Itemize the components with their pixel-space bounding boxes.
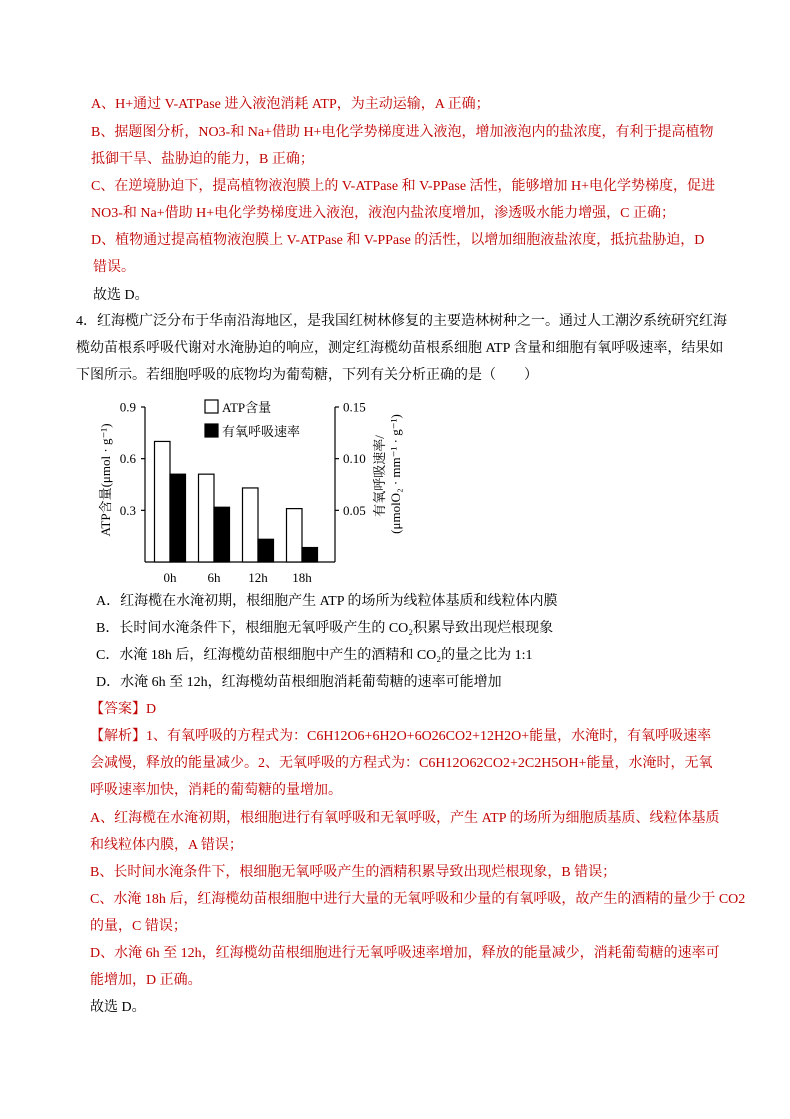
- analysis-line: B、长时间水淹条件下，根细胞无氧呼吸产生的酒精积累导致出现烂根现象，B 错误；: [90, 865, 617, 880]
- analysis-line: 的量，C 错误；: [90, 919, 187, 934]
- bar-atp-6h: [199, 474, 215, 562]
- legend-swatch-atp: [205, 400, 218, 413]
- atp-respiration-bar-chart: [88, 396, 408, 592]
- analysis-line: D、水淹 6h 至 12h，红海榄幼苗根细胞进行无氧呼吸速率增加，释放的能量减少，消耗葡萄糖的速率可: [90, 946, 720, 961]
- left-tick-label: 0.3: [119, 502, 136, 518]
- prev-analysis-line: C、在逆境胁迫下，提高植物液泡膜上的 V-ATPase 和 V-PPase 活性，能够增加 H+电化学势梯度，促进: [91, 179, 716, 194]
- analysis-line: 呼吸速率加快，消耗的葡萄糖的量增加。: [90, 783, 342, 798]
- legend-label-atp: ATP含量: [222, 400, 272, 415]
- x-tick-label: 6h: [207, 570, 221, 585]
- analysis-line: 【解析】1、有氧呼吸的方程式为：C6H12O6+6H2O+6O26CO2+12H2O+能量，水淹时，有氧呼吸速率: [90, 729, 712, 744]
- question-stem-line: 榄幼苗根系呼吸代谢对水淹胁迫的响应，测定红海榄幼苗根系细胞 ATP 含量和细胞有氧呼吸速率，结果如: [76, 341, 724, 356]
- legend-label-respiration: 有氧呼吸速率: [222, 424, 301, 439]
- question-stem-line: 下图所示。若细胞呼吸的底物均为葡萄糖，下列有关分析正确的是（ ）: [76, 368, 538, 383]
- prev-analysis-line: D、植物通过提高植物液泡膜上 V-ATPase 和 V-PPase 的活性，以增加细胞液盐浓度，抵抗盐胁迫，D: [91, 233, 705, 248]
- prev-analysis-line: NO3-和 Na+借助 H+电化学势梯度进入液泡，液泡内盐浓度增加，渗透吸水能力增强，C 正确；: [91, 206, 675, 221]
- bar-atp-18h: [287, 509, 303, 562]
- question-stem-line: 4．红海榄广泛分布于华南沿海地区，是我国红树林修复的主要造林树种之一。通过人工潮汐系统研究红海: [76, 314, 727, 329]
- right-axis-title-line1: 有氧呼吸速率/: [372, 435, 387, 517]
- analysis-line: 能增加，D 正确。: [90, 973, 202, 988]
- bar-respiration-12h: [258, 539, 274, 562]
- right-tick-label: 0.15: [343, 399, 366, 415]
- analysis-line: A、红海榄在水淹初期，根细胞进行有氧呼吸和无氧呼吸，产生 ATP 的场所为细胞质基质、线粒体基质: [90, 811, 720, 826]
- analysis-line: C、水淹 18h 后，红海榄幼苗根细胞中进行大量的无氧呼吸和少量的有氧呼吸，故产生的酒精的量少于 CO2: [90, 892, 746, 907]
- analysis-conclusion-line: 故选 D。: [90, 1000, 146, 1015]
- x-tick-label: 12h: [248, 570, 268, 585]
- left-tick-label: 0.9: [119, 399, 136, 415]
- option-c: C．水淹 18h 后，红海榄幼苗根细胞中产生的酒精和 CO₂的量之比为 1:1: [96, 648, 533, 663]
- analysis-line: 和线粒体内膜，A 错误；: [90, 838, 243, 853]
- option-a: A．红海榄在水淹初期，根细胞产生 ATP 的场所为线粒体基质和线粒体内膜: [96, 594, 558, 609]
- x-tick-label: 0h: [163, 570, 177, 585]
- option-d: D．水淹 6h 至 12h，红海榄幼苗根细胞消耗葡萄糖的速率可能增加: [96, 675, 502, 690]
- bar-respiration-6h: [214, 507, 230, 562]
- option-b: B．长时间水淹条件下，根细胞无氧呼吸产生的 CO₂积累导致出现烂根现象: [96, 621, 554, 636]
- right-tick-label: 0.05: [343, 502, 366, 518]
- prev-analysis-line: A、H+通过 V-ATPase 进入液泡消耗 ATP，为主动运输，A 正确；: [91, 97, 490, 112]
- answer-label: 【答案】D: [90, 702, 157, 717]
- prev-analysis-line: B、据题图分析，NO3-和 Na+借助 H+电化学势梯度进入液泡，增加液泡内的盐浓度，有利于提高植物: [91, 125, 714, 140]
- prev-analysis-line: 抵御干旱、盐胁迫的能力，B 正确；: [91, 152, 314, 167]
- left-tick-label: 0.6: [119, 451, 136, 467]
- analysis-line: 会减慢，释放的能量减少。2、无氧呼吸的方程式为：C6H12O62CO2+2C2H5OH+能量，水淹时，无氧: [90, 756, 713, 771]
- bar-atp-12h: [243, 488, 259, 562]
- right-axis-title-line2: (μmolO₂ · mm⁻¹ · g⁻¹): [388, 414, 403, 534]
- bar-respiration-18h: [302, 548, 318, 562]
- prev-conclusion-line: 故选 D。: [93, 288, 149, 303]
- right-tick-label: 0.10: [343, 451, 366, 467]
- bar-respiration-0h: [170, 474, 186, 562]
- legend-swatch-respiration: [205, 424, 218, 437]
- x-tick-label: 18h: [292, 570, 312, 585]
- prev-analysis-line: 错误。: [93, 260, 135, 275]
- bar-atp-0h: [155, 441, 171, 562]
- left-axis-title: ATP含量(μmol · g⁻¹): [98, 423, 113, 537]
